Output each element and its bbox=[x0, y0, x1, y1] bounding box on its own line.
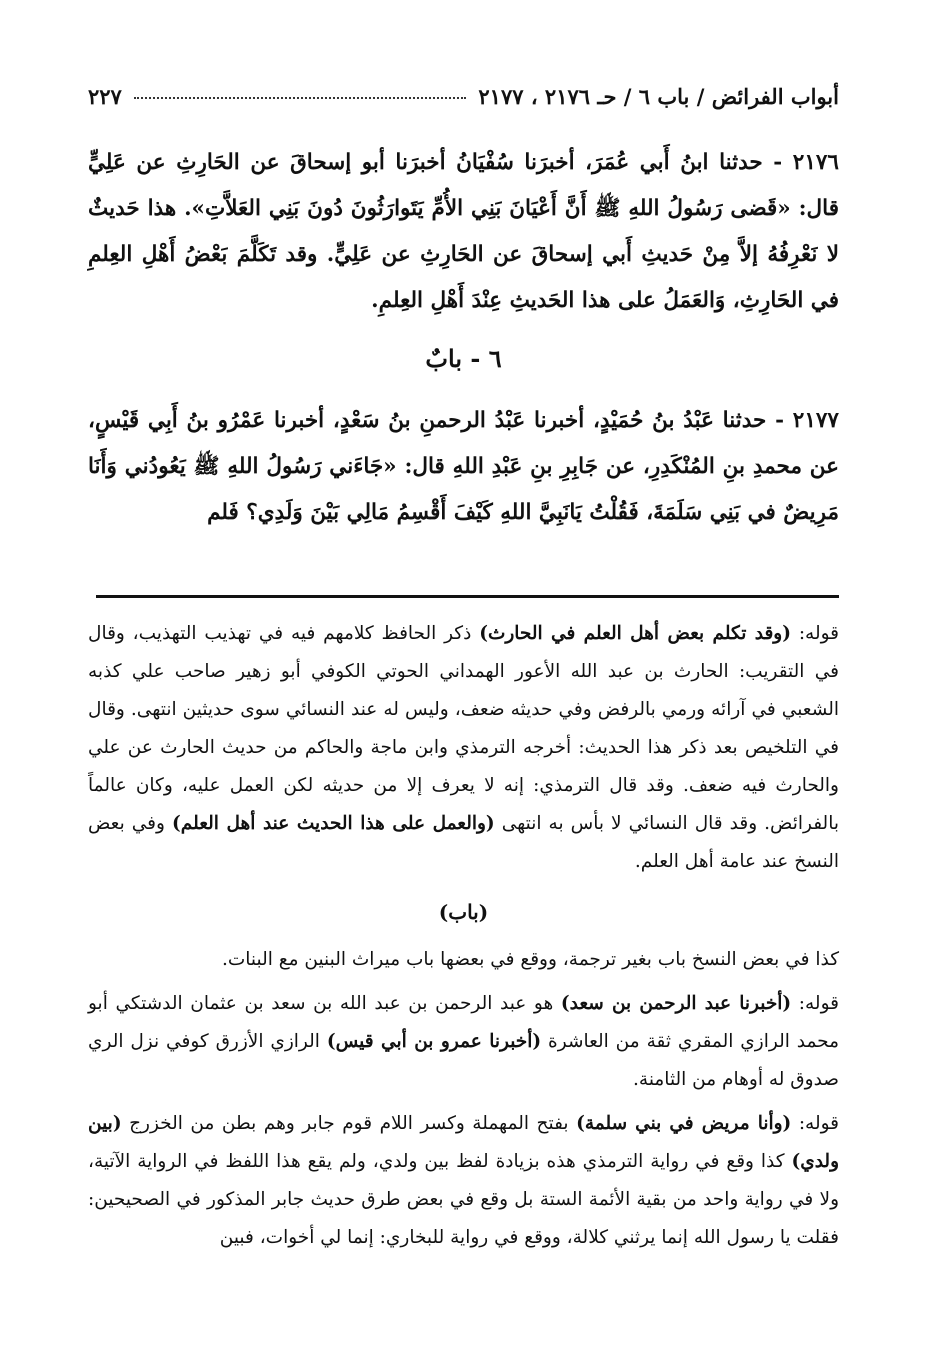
note-text: وفي بعض النسخ عند عامة أهل العلم. bbox=[88, 813, 839, 872]
note-text: بفتح المهملة وكسر اللام قوم جابر وهم بطن من الخزرج bbox=[129, 1113, 569, 1134]
running-header bbox=[88, 84, 839, 124]
note-text: هو عبد الرحمن بن عبد الله بن سعد بن عثمان الدشتكي أبو محمد الرازي المقري ثقة من العاشرة bbox=[88, 993, 839, 1052]
header-dot-leader bbox=[134, 97, 467, 99]
note-quote: (وقد تكلم بعض أهل العلم في الحارث) bbox=[479, 623, 791, 644]
note-text: الرازي الأزرق كوفي نزل الري صدوق له أوهام من الثامنة. bbox=[88, 1031, 839, 1090]
note-text: كذا في بعض النسخ باب بغير ترجمة، ووقع في بعضها باب ميراث البنين مع البنات. bbox=[221, 949, 839, 970]
bab-heading: (باب) bbox=[438, 900, 489, 924]
hadith-text: حدثنا عَبْدُ بنُ حُمَيْدٍ، أخبرنا عَبْدُ الرحمنِ بنُ سَعْدٍ، أخبرنا عَمْرُو بنُ أَبِي قَيْسٍ، عن محمدِ بنِ المُنْكَدِرِ، عن جَابِرِ بنِ عَبْدِ اللهِ قال: «جَاءَني رَسُولُ اللهِ ﷺ يَعُودُني وَأَنَا مَرِيضٌ في بَنِي سَلَمَةَ، فَقُلْتُ يَانَبِيَّ اللهِ كَيْفَ أَقْسِمُ مَالِي بَيْنَ وَلَدِي؟ فَلم bbox=[88, 408, 839, 525]
note-text: ذكر الحافظ كلامهم فيه في تهذيب التهذيب، وقال في التقريب: الحارث بن عبد الله الأعور الهمداني الحوتي الكوفي أبو زهير صاحب علي كذبه الشعبي في آرائه ورمي بالرفض وفي حديثه ضعف، وليس له عند النسائي سوى حديثين انتهى. وقال في التلخيص بعد ذكر هذا الحديث: أخرجه الترمذي وابن ماجة والحاكم من حديث الحارث عن علي والحارث فيه ضعف. وقد قال الترمذي: إنه لا يعرف إلا من حديثه لكن العمل عليه، وكان عالماً بالفرائض. وقد قال النسائي لا بأس به انتهى bbox=[88, 623, 839, 834]
note-lead: قوله: bbox=[798, 623, 840, 644]
hadith-number: ٢١٧٦ - bbox=[773, 150, 839, 175]
note-2 bbox=[88, 941, 839, 979]
note-1 bbox=[88, 615, 839, 881]
note-lead: قوله: bbox=[798, 1113, 840, 1134]
note-lead: قوله: bbox=[798, 993, 839, 1014]
note-quote: (أخبرنا عمرو بن أبي قيس) bbox=[326, 1031, 542, 1052]
note-3 bbox=[88, 985, 839, 1099]
hadith-number: ٢١٧٧ - bbox=[775, 408, 839, 433]
note-quote: (والعمل على هذا الحديث عند أهل العلم) bbox=[172, 813, 495, 834]
footnote-separator bbox=[96, 595, 839, 598]
main-text bbox=[88, 140, 839, 536]
note-text: كذا وقع في رواية الترمذي هذه بزيادة لفظ بين ولدي، ولم يقع هذا اللفظ في الرواية الآتية، ولا في رواية واحد من بقية الأئمة الستة بل وقع في بعض طرق حديث جابر المذكور في الصحيحين: فقلت يا رسول الله إنما يرثني كلالة، ووقع في رواية للبخاري: إنما لي أخوات، فبين bbox=[88, 1151, 839, 1248]
commentary bbox=[88, 615, 839, 1263]
header-title: أبواب الفرائض / باب ٦ / حـ ٢١٧٦ ، ٢١٧٧ bbox=[478, 84, 839, 109]
note-quote: (وأنا مريض في بني سلمة) bbox=[576, 1113, 792, 1134]
page-number: ٢٢٧ bbox=[88, 84, 122, 109]
note-4 bbox=[88, 1105, 839, 1257]
note-quote: (أخبرنا عبد الرحمن بن سعد) bbox=[560, 993, 792, 1014]
hadith-2177 bbox=[88, 398, 839, 536]
note-quote: (بين ولدي) bbox=[88, 1113, 839, 1172]
section-title: ٦ - بابٌ bbox=[425, 344, 502, 373]
hadith-text: حدثنا ابنُ أَبي عُمَرَ، أخبرَنا سُفْيَانُ أخبرَنا أبو إسحاقَ عن الحَارِثِ عن عَلِيٍّ قال: «قَضى رَسُولُ اللهِ ﷺ أَنَّ أَعْيَانَ بَنِي الأُمِّ يَتَوارَثُونَ دُونَ بَنِي العَلاَّتِ». هذا حَديثٌ لا نَعْرِفُهُ إلاَّ مِنْ حَديثِ أَبي إسحاقَ عن الحَارِثِ عن عَلِيٍّ. وقد تَكَلَّمَ بَعْضُ أَهْلِ العِلمِ في الحَارِثِ، وَالعَمَلُ على هذا الحَديثِ عِنْدَ أَهْلِ العِلمِ. bbox=[88, 150, 839, 313]
hadith-2176 bbox=[88, 140, 839, 324]
